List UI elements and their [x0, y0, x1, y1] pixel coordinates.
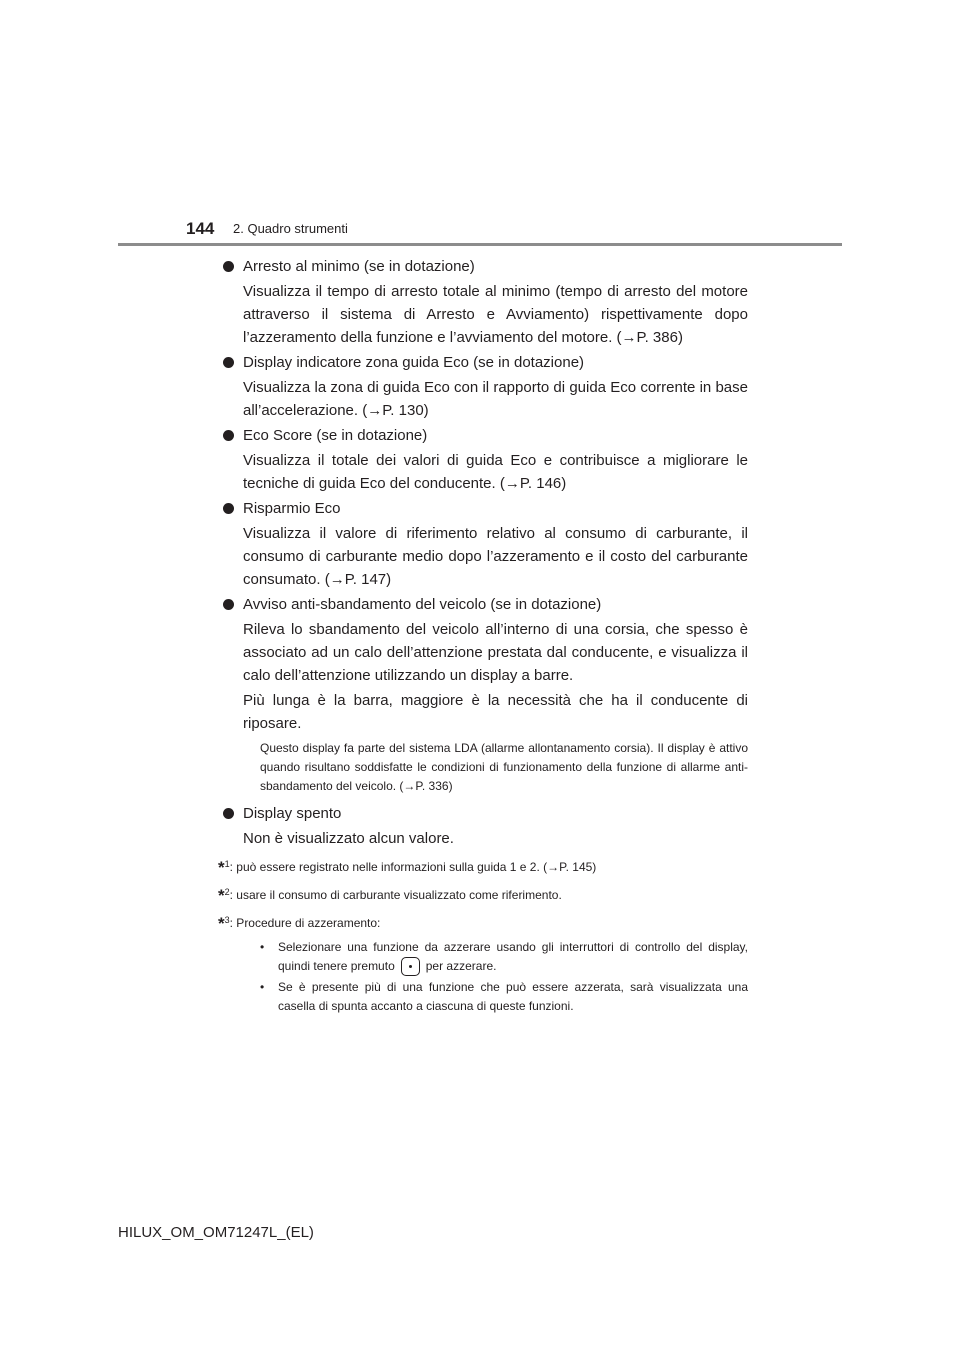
footnote-mark: * [218, 858, 225, 877]
bullet-icon [223, 430, 234, 441]
list-item [260, 938, 748, 976]
item-heading [218, 424, 748, 447]
item-heading [218, 255, 748, 278]
content [218, 255, 748, 1018]
bullet-icon [223, 503, 234, 514]
list-item-text: per azzerare. [425, 959, 497, 973]
footnote-2 [218, 882, 748, 906]
footnote-text: : usare il consumo di carburante visualizzato come riferimento. [229, 888, 562, 902]
item-note: Questo display fa parte del sistema LDA (allarme allontanamento corsia). Il display è attivo quando risultano soddisfatte le condizioni di funzionamento della funzione di allarme anti-sbandamento del veicolo. (→P. 336) [260, 741, 748, 793]
footnote-text: : Procedure di azzeramento: [229, 916, 381, 930]
bullet-icon [223, 357, 234, 368]
header-rule [118, 243, 842, 246]
item-title: Risparmio Eco [243, 500, 341, 517]
section-title: 2. Quadro strumenti [233, 221, 348, 236]
item-title: Avviso anti-sbandamento del veicolo (se in dotazione) [243, 596, 602, 613]
footnote-mark: * [218, 914, 225, 933]
item-heading [218, 802, 748, 825]
reset-button-icon [401, 957, 420, 976]
item-description: Visualizza il valore di riferimento relativo al consumo di carburante, il consumo di carburante medio dopo l’azzeramento e il costo del carburante consumato. (→P. 147) [243, 525, 748, 588]
item-heading [218, 351, 748, 374]
item-description: Visualizza il totale dei valori di guida Eco e contribuisce a migliorare le tecniche di guida Eco del conducente. (→P. 146) [243, 452, 748, 492]
item-description: Rileva lo sbandamento del veicolo all’interno di una corsia, che spesso è associato ad un calo dell’attenzione prestata dal conducente, e visualizza il calo dell’attenzione utilizzando un display a barre. [243, 621, 748, 684]
item-title: Eco Score (se in dotazione) [243, 427, 428, 444]
document-id: HILUX_OM_OM71247L_(EL) [118, 1224, 314, 1241]
page-number: 144 [186, 219, 215, 238]
item-title: Display indicatore zona guida Eco (se in dotazione) [243, 354, 585, 371]
bullet-icon [223, 261, 234, 272]
reset-procedure-list [218, 938, 748, 1016]
item-heading [218, 497, 748, 520]
bullet-icon [223, 599, 234, 610]
list-item [260, 978, 748, 1016]
item-description: Più lunga è la barra, maggiore è la necessità che ha il conducente di riposare. [243, 692, 748, 732]
sub-bullet: • [260, 940, 265, 954]
footnote-text: : può essere registrato nelle informazioni sulla guida 1 e 2. (→P. 145) [229, 860, 597, 874]
footnote-mark: * [218, 886, 225, 905]
footnote-1 [218, 854, 748, 878]
item-heading [218, 593, 748, 616]
bullet-icon [223, 808, 234, 819]
footnote-number: 1 [224, 859, 230, 869]
list-item-text: Selezionare una funzione da azzerare usando gli interruttori di controllo del display, quindi tenere premuto [278, 940, 748, 973]
item-title: Display spento [243, 805, 342, 822]
footnote-3 [218, 910, 748, 934]
list-item-text: Se è presente più di una funzione che può essere azzerata, sarà visualizzata una casella di spunta accanto a ciascuna di queste funzioni. [278, 980, 748, 1014]
footnote-number: 2 [224, 887, 230, 897]
sub-bullet: • [260, 980, 265, 995]
item-description: Non è visualizzato alcun valore. [243, 830, 454, 847]
item-description: Visualizza il tempo di arresto totale al minimo (tempo di arresto del motore attraverso il sistema di Arresto e Avviamento) rispettivamente dopo l’azzeramento della funzione e l’avviamento del motore. (→P. 386) [243, 283, 748, 346]
item-description: Visualizza la zona di guida Eco con il rapporto di guida Eco corrente in base all’accelerazione. (→P. 130) [243, 379, 748, 419]
footnote-number: 3 [224, 915, 230, 925]
item-title: Arresto al minimo (se in dotazione) [243, 258, 475, 275]
